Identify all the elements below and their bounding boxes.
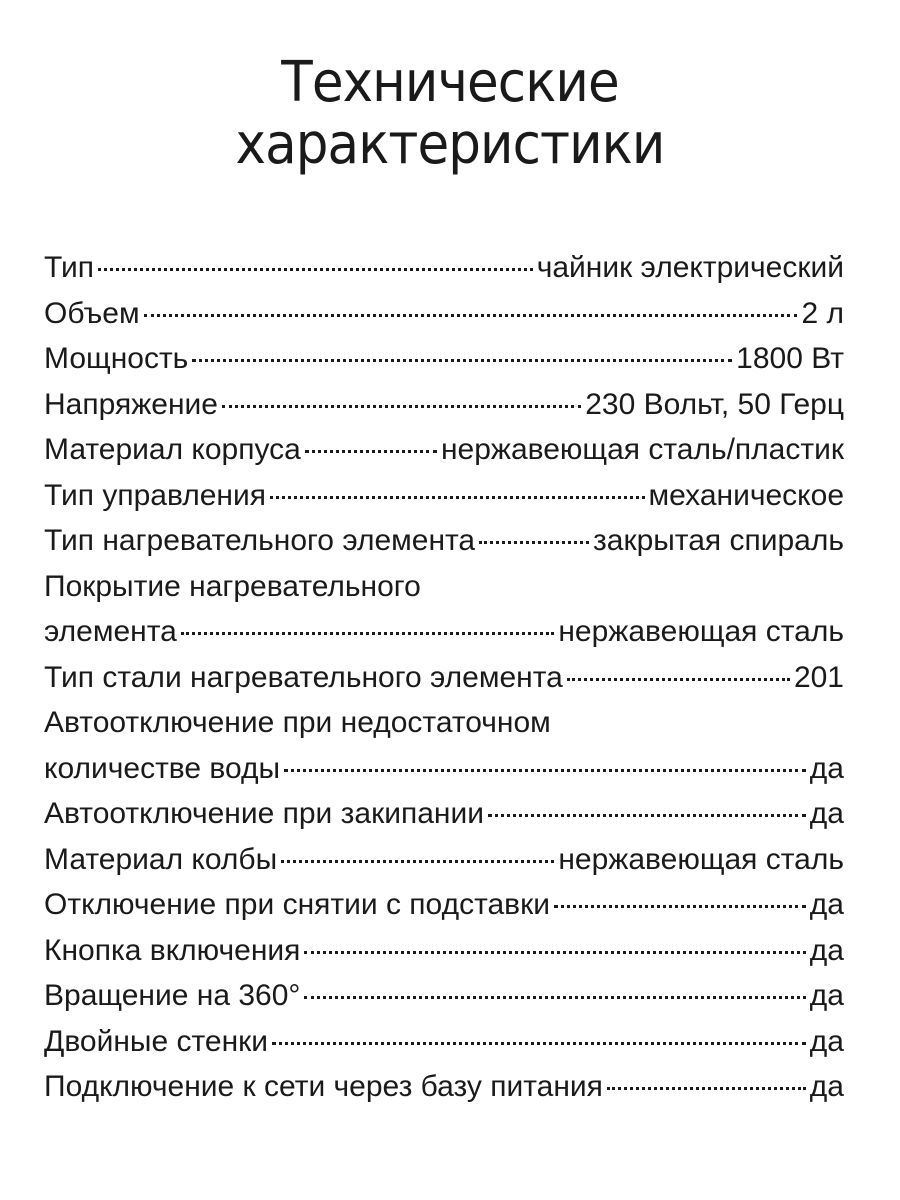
- spec-row-steel-type: [44, 655, 844, 701]
- spec-list: [44, 245, 844, 1110]
- spec-value: нержавеющая сталь/пластик: [440, 433, 844, 466]
- spec-label: Тип: [44, 251, 95, 284]
- spec-row-power-button: [44, 928, 844, 974]
- spec-label: Вращение на 360°: [44, 979, 301, 1012]
- spec-value: 201: [793, 660, 844, 694]
- spec-value: нержавеющая сталь: [558, 615, 844, 648]
- spec-label: Тип нагревательного элемента: [44, 524, 476, 557]
- spec-value: да: [809, 979, 844, 1012]
- dot-leader: [281, 860, 554, 863]
- spec-row-base-connection: [44, 1064, 844, 1110]
- page-title-line-1: Технические: [281, 50, 619, 115]
- spec-label: Автоотключение при закипании: [44, 797, 484, 830]
- page-title: [36, 52, 864, 176]
- spec-value: да: [809, 751, 844, 785]
- dot-leader: [304, 996, 805, 999]
- spec-label: Покрытие нагревательного: [44, 569, 421, 603]
- dot-leader: [222, 405, 581, 408]
- spec-value: да: [809, 888, 844, 921]
- spec-value: закрытая спираль: [593, 524, 844, 557]
- page-title-line-2: характеристики: [235, 112, 665, 177]
- spec-value: 230 Вольт, 50 Герц: [585, 387, 844, 421]
- dot-leader: [488, 814, 806, 817]
- spec-row-stand-shutoff: [44, 882, 844, 928]
- spec-row-heating-coating-label: [44, 564, 844, 610]
- spec-row-control-type: [44, 473, 844, 519]
- spec-row-double-walls: [44, 1019, 844, 1065]
- spec-row-boil-shutoff: [44, 791, 844, 837]
- spec-row-low-water-label: [44, 700, 844, 746]
- spec-label: Тип стали нагревательного элемента: [44, 660, 563, 694]
- spec-row-flask-material: [44, 837, 844, 883]
- spec-value: да: [809, 933, 844, 967]
- dot-leader: [284, 769, 806, 772]
- spec-value: да: [809, 1024, 844, 1058]
- dot-leader: [98, 268, 533, 271]
- spec-row-volume: [44, 291, 844, 337]
- dot-leader: [192, 359, 732, 362]
- spec-label: Отключение при снятии с подставки: [44, 888, 550, 921]
- spec-row-power: [44, 336, 844, 382]
- spec-row-type: [44, 245, 844, 291]
- spec-label: Тип управления: [44, 478, 266, 512]
- spec-value: чайник электрический: [536, 251, 844, 284]
- dot-leader: [479, 541, 589, 544]
- spec-row-rotation: [44, 973, 844, 1019]
- spec-row-heating-element-type: [44, 518, 844, 564]
- dot-leader: [272, 1042, 806, 1045]
- dot-leader: [144, 314, 798, 317]
- dot-leader: [567, 678, 790, 681]
- dot-leader: [304, 951, 805, 954]
- dot-leader: [554, 905, 806, 908]
- dot-leader: [270, 496, 645, 499]
- spec-value: да: [809, 1070, 844, 1103]
- spec-label: элемента: [44, 615, 177, 648]
- spec-row-body-material: [44, 427, 844, 473]
- spec-value: нержавеющая сталь: [558, 842, 844, 876]
- spec-label: Подключение к сети через базу питания: [44, 1070, 603, 1103]
- spec-label: количестве воды: [44, 751, 281, 785]
- spec-value: 1800 Вт: [736, 342, 844, 375]
- spec-label: Двойные стенки: [44, 1024, 269, 1058]
- spec-row-low-water: [44, 746, 844, 792]
- spec-value: 2 л: [801, 296, 844, 330]
- dot-leader: [607, 1087, 806, 1090]
- spec-label: Материал корпуса: [44, 433, 301, 466]
- dot-leader: [181, 632, 555, 635]
- spec-label: Автоотключение при недостаточном: [44, 706, 551, 739]
- spec-label: Кнопка включения: [44, 933, 301, 967]
- spec-row-heating-coating: [44, 609, 844, 655]
- spec-row-voltage: [44, 382, 844, 428]
- spec-label: Мощность: [44, 342, 189, 375]
- spec-label: Напряжение: [44, 387, 218, 421]
- spec-label: Материал колбы: [44, 842, 278, 876]
- spec-value: да: [809, 797, 844, 830]
- spec-label: Объем: [44, 296, 140, 330]
- spec-value: механическое: [648, 478, 844, 512]
- dot-leader: [305, 450, 437, 453]
